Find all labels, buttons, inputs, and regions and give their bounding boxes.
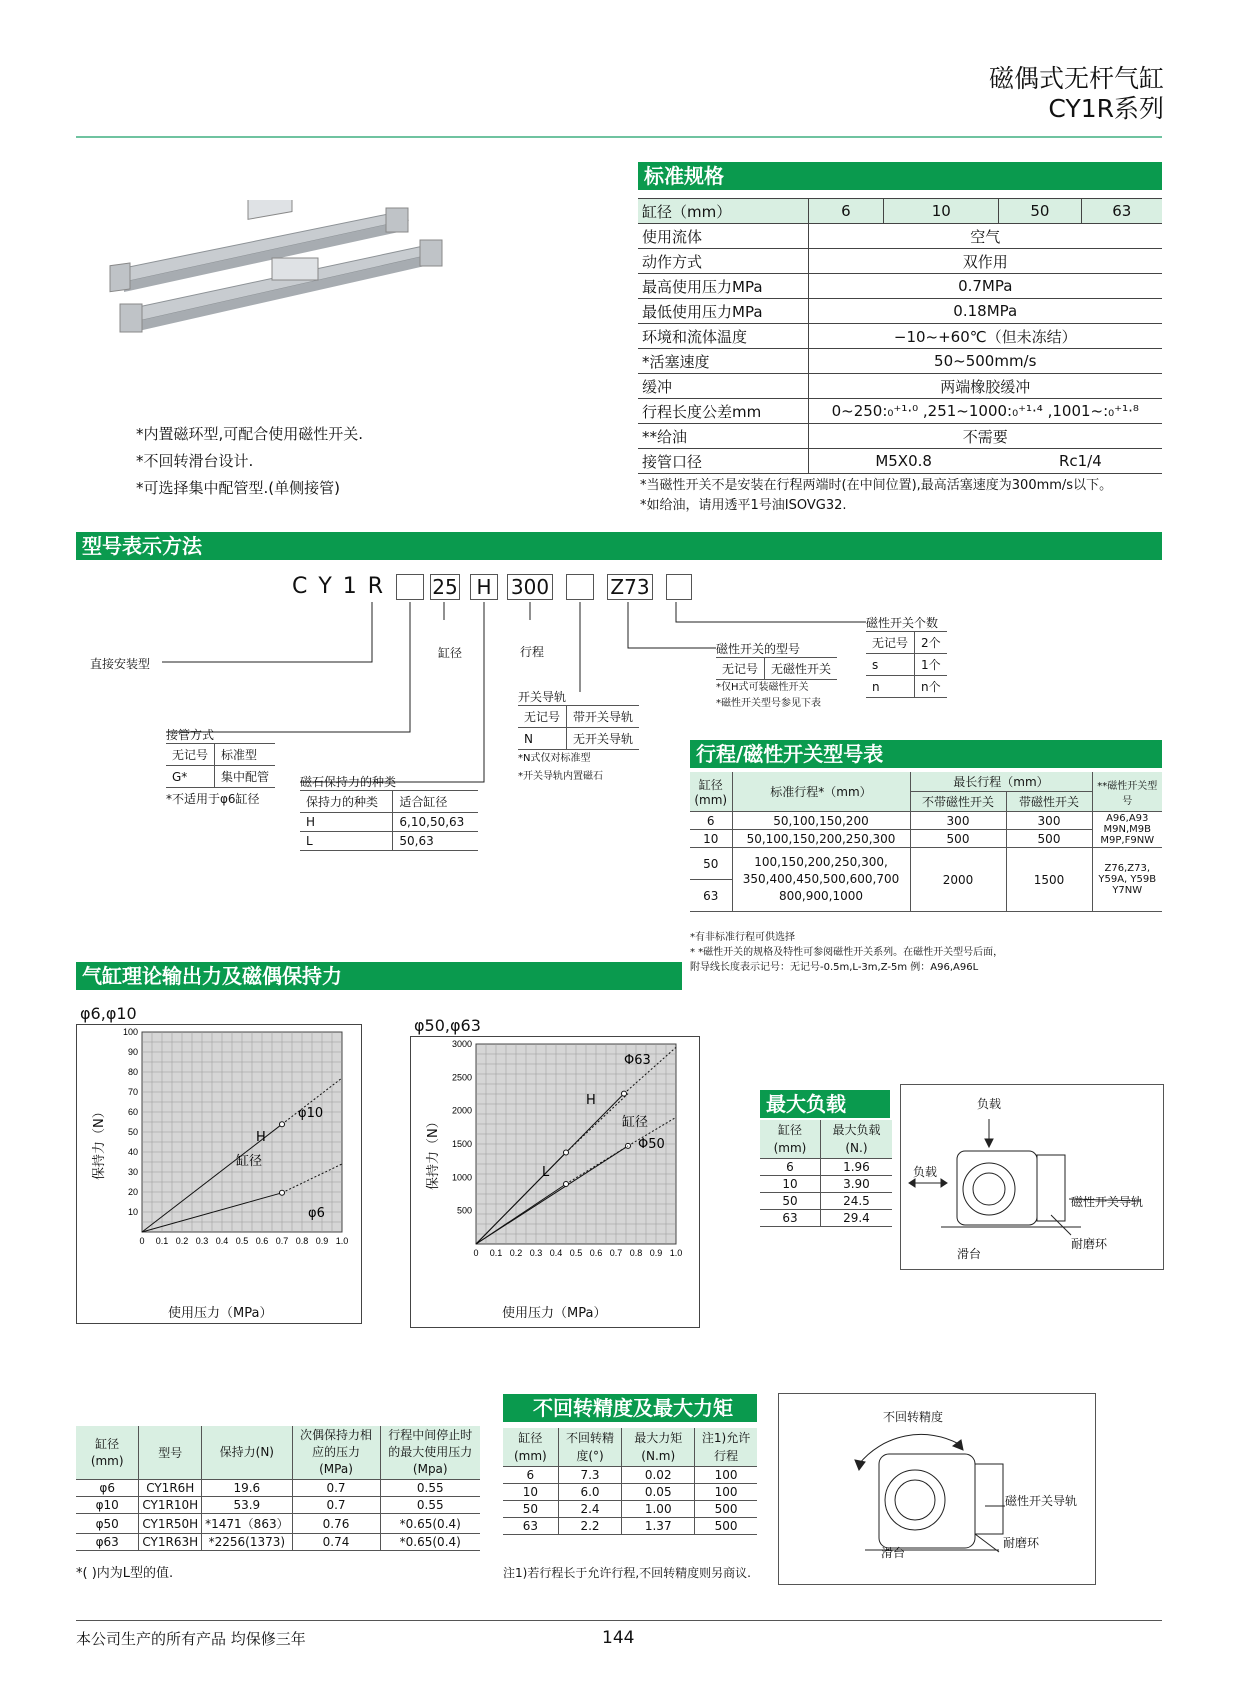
chart-annotation: φ6 — [308, 1206, 325, 1221]
product-image — [108, 200, 468, 350]
spec-row: *活塞速度 50~500mm/s — [638, 349, 1162, 374]
chart-annotation: Φ50 — [638, 1137, 665, 1152]
bore-label: 缸径 — [438, 646, 463, 660]
switch-type-block: 磁性开关的型号 无记号 无磁性开关 *仅H式可装磁性开关 *磁性开关型号参见下表 — [716, 640, 837, 712]
x-tick-label: 0.5 — [235, 1236, 249, 1246]
load-cross-section — [901, 1085, 1163, 1269]
y-tick-label: 50 — [127, 1127, 138, 1137]
y-tick-label: 1500 — [451, 1139, 472, 1149]
x-tick-label: 0.3 — [529, 1248, 543, 1258]
y-tick-label: 2500 — [451, 1072, 472, 1083]
switch-count-block: 磁性开关个数 无记号 2个 s 1个 n n个 — [866, 614, 947, 698]
data-point — [622, 1091, 627, 1096]
feature-list — [136, 421, 363, 502]
y-tick-label: 1000 — [451, 1172, 472, 1183]
chart-annotation: L — [542, 1165, 550, 1180]
magnet-block: 磁石保持力的种类 保持力的种类 适合缸径 H 6,10,50,63 L 50,63 — [300, 773, 478, 851]
feature-item: *内置磁环型,可配合使用磁性开关. — [136, 425, 364, 443]
maxload-diagram: 负载 负载 磁性开关导轨 耐磨环 滑台 — [900, 1084, 1164, 1270]
chart-annotation: 缸径 — [236, 1154, 263, 1169]
spec-row: 行程长度公差mm 0~250:₀⁺¹·⁰ ,251~1000:₀⁺¹·⁴ ,1001~:₀⁺¹·⁸ — [638, 399, 1162, 424]
code-box-piping — [396, 574, 424, 600]
spec-table — [638, 198, 1162, 474]
chart-annotation: 缸径 — [622, 1115, 649, 1130]
maxload-table: 缸径(mm) 最大负载(N.) 6 1.96 10 3.90 50 24.5 63 29.4 — [760, 1120, 892, 1227]
feature-item: *可选择集中配管型.(单侧接管) — [136, 479, 340, 497]
x-tick-label: 0 — [139, 1236, 145, 1246]
x-tick-label: 0.6 — [589, 1248, 603, 1258]
data-point — [564, 1182, 569, 1187]
product-series: CY1R系列 — [1048, 94, 1164, 123]
chart2-title: φ50,φ63 — [414, 1016, 481, 1035]
maxload-title: 最大负载 — [760, 1090, 890, 1118]
y-tick-label: 30 — [127, 1167, 138, 1177]
switch-rail-block: 开关导轨 无记号 带开关导轨 N 无开关导轨 *N式仅对标准型 *开关导轨内置磁石 — [518, 688, 639, 786]
y-tick-label: 2000 — [451, 1105, 472, 1116]
x-tick-label: 0.9 — [649, 1248, 663, 1258]
x-tick-label: 0 — [473, 1248, 479, 1258]
spec-row: 缓冲 两端橡胶缓冲 — [638, 374, 1162, 399]
chart2 — [410, 1036, 700, 1328]
chart1 — [76, 1024, 362, 1324]
x-tick-label: 0.8 — [629, 1248, 643, 1258]
y-tick-label: 20 — [127, 1187, 138, 1197]
page-number: 144 — [602, 1628, 635, 1648]
spec-row: 动作方式 双作用 — [638, 249, 1162, 274]
nonrot-table: 缸径(mm) 不回转精度(°) 最大力矩(N.m) 注1)允许行程 6 7.3 0.02 100 10 6.0 0.05 100 50 2.4 1.00 500 63 2.2 1.37 500 — [503, 1428, 757, 1535]
stroke-label: 行程 — [520, 645, 545, 659]
x-tick-label: 0.2 — [175, 1236, 189, 1246]
spec-row: 环境和流体温度 −10~+60℃（但未冻结） — [638, 324, 1162, 349]
feature-item: *不回转滑台设计. — [136, 452, 254, 470]
spec-row: **给油 不需要 — [638, 424, 1162, 449]
nonrot-title: 不回转精度及最大力矩 — [503, 1394, 757, 1422]
switch-count-table: 无记号 2个 s 1个 n n个 — [866, 631, 947, 698]
code-box-z: Z73 — [607, 574, 653, 600]
x-tick-label: 0.9 — [315, 1236, 329, 1246]
nonrot-note: 注1)若行程长于允许行程,不回转精度则另商议. — [503, 1566, 751, 1580]
header-divider — [76, 136, 1162, 138]
y-tick-label: 90 — [127, 1047, 138, 1057]
data-point — [564, 1150, 569, 1155]
y-tick-label: 60 — [127, 1107, 138, 1117]
holding-force-table: 缸径(mm) 型号 保持力(N) 次偶保持力相应的压力(MPa) 行程中间停止时的最大使用压力(Mpa) φ6 CY1R6H 19.6 0.7 0.55 φ10 CY1R10H 53.9 0.7 0.55 φ50 CY1R50H *1471（863） 0.76 *0.65(0.4) φ63 CY1R63H *2256(1373) 0.74 *0.65(0.4) — [76, 1426, 480, 1551]
stroke-table-title: 行程/磁性开关型号表 — [690, 740, 1162, 768]
data-point — [280, 1190, 285, 1195]
x-tick-label: 0.7 — [609, 1248, 623, 1258]
chart1-title: φ6,φ10 — [80, 1004, 137, 1023]
chart1-xlabel: 使用压力（MPa） — [168, 1306, 273, 1321]
direct-mount-label: 直接安装型 — [90, 657, 151, 671]
product-title: 磁偶式无杆气缸 — [988, 64, 1164, 93]
stroke-table: 缸径(mm) 标准行程*（mm） 最长行程（mm） **磁性开关型号 不带磁性开关 带磁性开关 6 50,100,150,200 300 300 A96,A93 M9N,M9B M9P,F9NW 10 50,100,150,200,250,300 500 500 50 100,150,200,250,300, 350,400,450,500,600,700 800,900,1000 2000 1500 Z76,Z73, Y59A, Y59B Y7NW 63 — [690, 772, 1162, 912]
stroke-table-notes: *有非标准行程可供选择 * *磁性开关的规格及特性可参阅磁性开关系列。在磁性开关型号后面， 附导线长度表示记号：无记号-0.5m,L-3m,Z-5m 例：A96,A96L — [690, 932, 1004, 973]
chart2-xlabel: 使用压力（MPa） — [502, 1306, 607, 1321]
data-point — [280, 1122, 285, 1127]
code-box-h: H — [470, 574, 498, 600]
x-tick-label: 0.1 — [155, 1236, 169, 1246]
chart-annotation: H — [256, 1130, 266, 1145]
chart-annotation: H — [586, 1093, 596, 1108]
x-tick-label: 0.7 — [275, 1236, 289, 1246]
spec-row: 使用流体 空气 — [638, 224, 1162, 249]
spec-row: 最低使用压力MPa 0.18MPa — [638, 299, 1162, 324]
x-tick-label: 0.2 — [509, 1248, 523, 1258]
x-tick-label: 0.4 — [549, 1248, 563, 1258]
x-tick-label: 1.0 — [335, 1236, 349, 1246]
code-box-count — [666, 574, 692, 600]
spec-header-row: 缸径（mm） 6 10 50 63 — [638, 199, 1162, 224]
chart1-ylabel: 保持力（N） — [92, 1105, 107, 1180]
y-tick-label: 10 — [127, 1207, 138, 1217]
spec-title: 标准规格 — [638, 162, 1162, 190]
y-tick-label: 100 — [122, 1027, 138, 1037]
footer-warranty: 本公司生产的所有产品 均保修三年 — [76, 1630, 306, 1648]
chart2-ylabel: 保持力（N） — [426, 1115, 441, 1190]
piping-block: 接管方式 无记号 标准型 G* 集中配管 *不适用于φ6缸径 — [166, 726, 275, 810]
x-tick-label: 0.3 — [195, 1236, 209, 1246]
y-tick-label: 70 — [127, 1087, 138, 1097]
chart-annotation: Φ63 — [624, 1053, 651, 1068]
spec-row: 最高使用压力MPa 0.7MPa — [638, 274, 1162, 299]
footer-divider — [76, 1620, 1162, 1621]
y-tick-label: 40 — [127, 1147, 138, 1157]
code-box-bore: 25 — [430, 574, 460, 600]
chart-annotation: φ10 — [298, 1106, 324, 1121]
code-box-rail — [566, 574, 594, 600]
y-tick-label: 80 — [127, 1067, 138, 1077]
force-title: 气缸理论输出力及磁偶保持力 — [76, 962, 682, 990]
nonrot-diagram: 不回转精度 磁性开关导轨 耐磨环 滑台 — [778, 1393, 1096, 1585]
model-code: C Y 1 R — [292, 574, 386, 599]
y-tick-label: 500 — [456, 1205, 472, 1216]
x-tick-label: 0.6 — [255, 1236, 269, 1246]
spec-row: 接管口径 M5X0.8 Rc1/4 — [638, 449, 1162, 474]
x-tick-label: 0.4 — [215, 1236, 229, 1246]
page-title — [989, 64, 1164, 124]
spec-notes: *当磁性开关不是安装在行程两端时(在中间位置),最高活塞速度为300mm/s以下。 *如给油，请用透平1号油ISOVG32. — [640, 478, 1113, 513]
x-tick-label: 1.0 — [669, 1248, 683, 1258]
holding-force-note: *( )内为L型的值. — [76, 1566, 174, 1581]
x-tick-label: 0.8 — [295, 1236, 309, 1246]
model-title: 型号表示方法 — [76, 532, 1162, 560]
x-tick-label: 0.1 — [489, 1248, 503, 1258]
x-tick-label: 0.5 — [569, 1248, 583, 1258]
y-tick-label: 3000 — [451, 1039, 472, 1049]
code-box-stroke: 300 — [507, 574, 553, 600]
